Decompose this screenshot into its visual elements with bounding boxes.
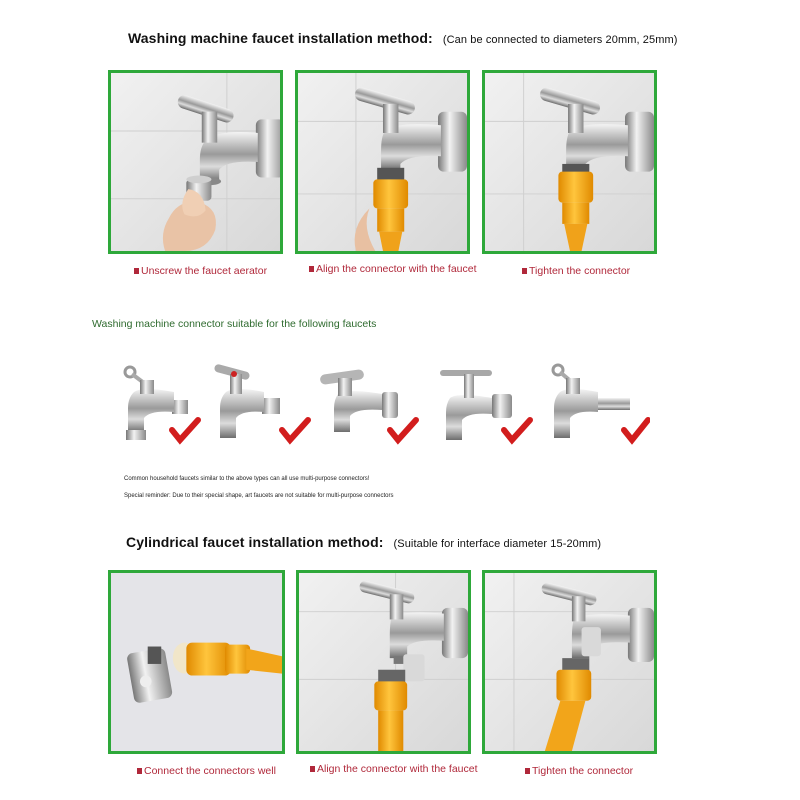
photo-tighten-connector-cylindrical	[482, 570, 657, 754]
bullet-icon	[134, 268, 139, 274]
caption2-step-3-text: Tighten the connector	[532, 765, 634, 777]
bullet-icon	[137, 768, 142, 774]
section2-title-text: Cylindrical faucet installation method:	[126, 534, 384, 550]
check-icon	[390, 420, 416, 440]
bullet-icon	[525, 768, 530, 774]
photo-align-connector	[295, 70, 470, 254]
caption-step-3-text: Tighten the connector	[529, 265, 631, 277]
faucet-type-4	[430, 362, 534, 448]
faucet-type-3	[316, 362, 420, 448]
compat-title: Washing machine connector suitable for the following faucets	[92, 318, 377, 330]
check-icon	[624, 420, 648, 440]
bullet-icon	[522, 268, 527, 274]
faucet-type-1	[114, 362, 218, 448]
caption-step-3	[522, 265, 630, 277]
photo-connect-connectors	[108, 570, 285, 754]
caption2-step-1	[137, 765, 276, 777]
caption-step-2	[309, 263, 477, 275]
compat-note-1: Common household faucets similar to the above types can all use multi-purpose connectors!	[124, 476, 370, 482]
photo-tighten-connector	[482, 70, 657, 254]
caption2-step-1-text: Connect the connectors well	[144, 765, 276, 777]
caption2-step-3	[525, 765, 633, 777]
check-icon	[504, 420, 530, 440]
caption-step-1-text: Unscrew the faucet aerator	[141, 265, 268, 277]
photo-align-connector-cylindrical	[296, 570, 471, 754]
check-icon	[282, 420, 308, 440]
photo-unscrew-aerator	[108, 70, 283, 254]
caption2-step-2	[310, 763, 478, 775]
section2-note: (Suitable for interface diameter 15-20mm)	[393, 538, 602, 550]
caption2-step-2-text: Align the connector with the faucet	[317, 763, 478, 775]
check-icon	[172, 420, 198, 440]
bullet-icon	[310, 766, 315, 772]
caption-step-1	[134, 265, 267, 277]
section2-title	[126, 534, 601, 550]
section1-title-text: Washing machine faucet installation method:	[128, 30, 433, 46]
section1-title	[128, 30, 678, 46]
bullet-icon	[309, 266, 314, 272]
caption-step-2-text: Align the connector with the faucet	[316, 263, 477, 275]
faucet-type-2	[208, 362, 312, 448]
section1-note: (Can be connected to diameters 20mm, 25mm)	[442, 34, 678, 46]
compat-note-2: Special reminder: Due to their special shape, art faucets are not suitable for multi-purpose connectors	[124, 493, 394, 499]
faucet-type-5	[546, 362, 650, 448]
